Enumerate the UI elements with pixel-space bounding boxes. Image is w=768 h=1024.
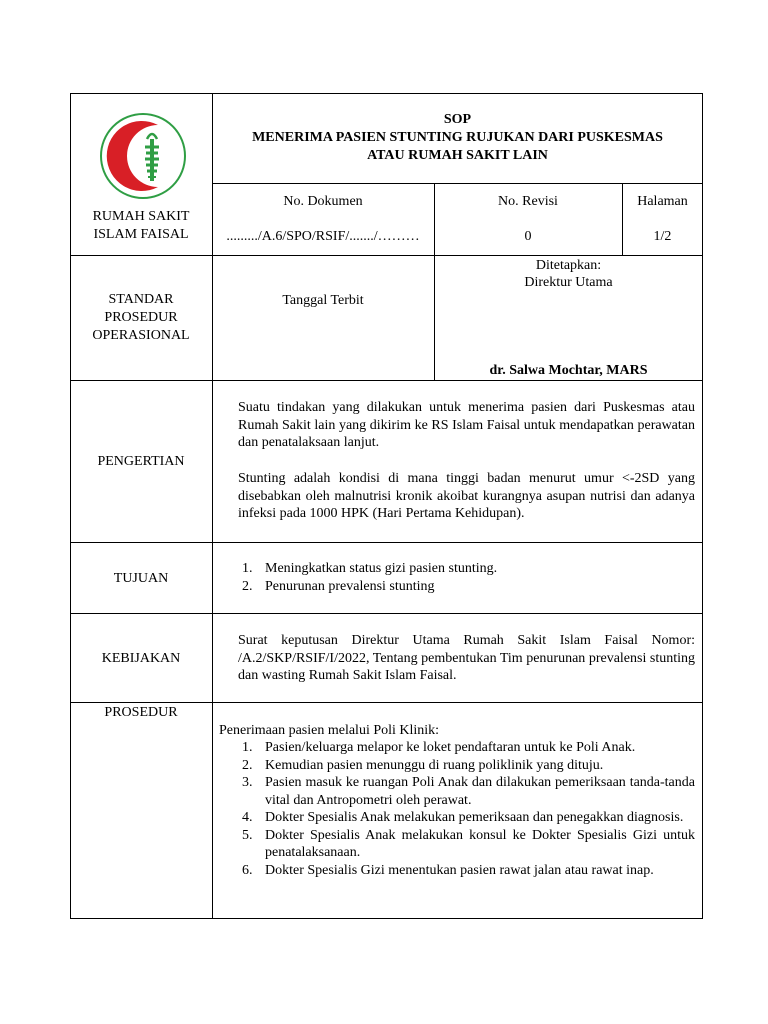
divider-pengertian <box>70 542 703 543</box>
hospital-logo <box>98 111 188 201</box>
divider-sop-block <box>70 380 703 381</box>
signatory-name: dr. Salwa Mochtar, MARS <box>489 363 648 378</box>
direktur-label: Direktur Utama <box>524 275 613 290</box>
list-item: 6. Dokter Spesialis Gizi menentukan pasien rawat jalan atau rawat inap. <box>242 862 654 878</box>
divider-title <box>212 183 703 184</box>
label-column-divider <box>212 93 213 919</box>
hospital-name-line2: ISLAM FAISAL <box>93 227 189 242</box>
sop-label-line3: OPERASIONAL <box>92 328 190 343</box>
document-title-line1: MENERIMA PASIEN STUNTING RUJUKAN DARI PUSKESMAS <box>252 130 663 145</box>
border-top <box>70 93 703 94</box>
sop-label-line2: PROSEDUR <box>104 310 178 325</box>
sop-heading: SOP <box>443 112 472 127</box>
tanggal-terbit: Tanggal Terbit <box>282 293 364 308</box>
divider-header <box>70 255 703 256</box>
divider-tujuan <box>70 613 703 614</box>
sop-document <box>70 93 703 919</box>
no-dokumen-label: No. Dokumen <box>283 194 363 209</box>
prosedur-list <box>220 739 695 879</box>
pengertian-paragraph-2: Stunting adalah kondisi di mana tinggi badan menurut umur <-2SD yang disebabkan oleh malnutrisi kronik akoibat kurangnya asupan nutrisi dan adanya infeksi pada 1000 HPK (Hari Pertama Kehidupan). <box>238 471 695 521</box>
tujuan-list <box>220 560 695 595</box>
border-right <box>702 93 703 919</box>
halaman-value: 1/2 <box>653 229 672 244</box>
list-item: 2. Penurunan prevalensi stunting <box>242 578 435 594</box>
ditetapkan-label: Ditetapkan: <box>535 258 602 273</box>
pengertian-paragraph-1: Suatu tindakan yang dilakukan untuk menerima pasien dari Puskesmas atau Rumah Sakit lain yang dikirim ke RS Islam Faisal untuk mendapatkan perawatan dan penatalaksaan lanjut. <box>238 400 695 450</box>
prosedur-label: PROSEDUR <box>104 705 178 720</box>
border-bottom <box>70 918 703 919</box>
list-item: 1. Pasien/keluarga melapor ke loket pendaftaran untuk ke Poli Anak. <box>242 740 636 755</box>
document-title-line2: ATAU RUMAH SAKIT LAIN <box>367 148 548 163</box>
list-item: 3. Pasien masuk ke ruangan Poli Anak dan dilakukan pemeriksaan tanda-tanda vital dan Antropometri oleh perawat. <box>242 775 695 808</box>
pengertian-label: PENGERTIAN <box>97 454 185 469</box>
tujuan-label: TUJUAN <box>113 571 169 586</box>
list-item: 2. Kemudian pasien menunggu di ruang poliklinik yang dituju. <box>242 757 604 773</box>
kebijakan-label: KEBIJAKAN <box>101 651 181 666</box>
no-revisi-value: 0 <box>524 229 532 244</box>
halaman-label: Halaman <box>637 194 688 209</box>
prosedur-intro: Penerimaan pasien melalui Poli Klinik: <box>219 723 440 738</box>
hospital-name-line1: RUMAH SAKIT <box>92 209 190 224</box>
sop-label-line1: STANDAR <box>108 292 174 307</box>
no-dokumen-value: ........./A.6/SPO/RSIF/......./……… <box>226 229 420 244</box>
divider-kebijakan <box>70 702 703 703</box>
list-item: 5. Dokter Spesialis Anak melakukan konsul ke Dokter Spesialis Gizi untuk penatalaksanaan. <box>242 827 695 860</box>
kebijakan-text: Surat keputusan Direktur Utama Rumah Sakit Islam Faisal Nomor: /A.2/SKP/RSIF/I/2022, Tentang pembentukan Tim penurunan prevalensi stunting dan wasting Rumah Sakit Islam Faisal. <box>238 633 695 683</box>
list-item: 1. Meningkatkan status gizi pasien stunting. <box>242 561 498 576</box>
list-item: 4. Dokter Spesialis Anak melakukan pemeriksaan dan penegakkan diagnosis. <box>242 810 684 825</box>
no-revisi-label: No. Revisi <box>498 194 558 209</box>
